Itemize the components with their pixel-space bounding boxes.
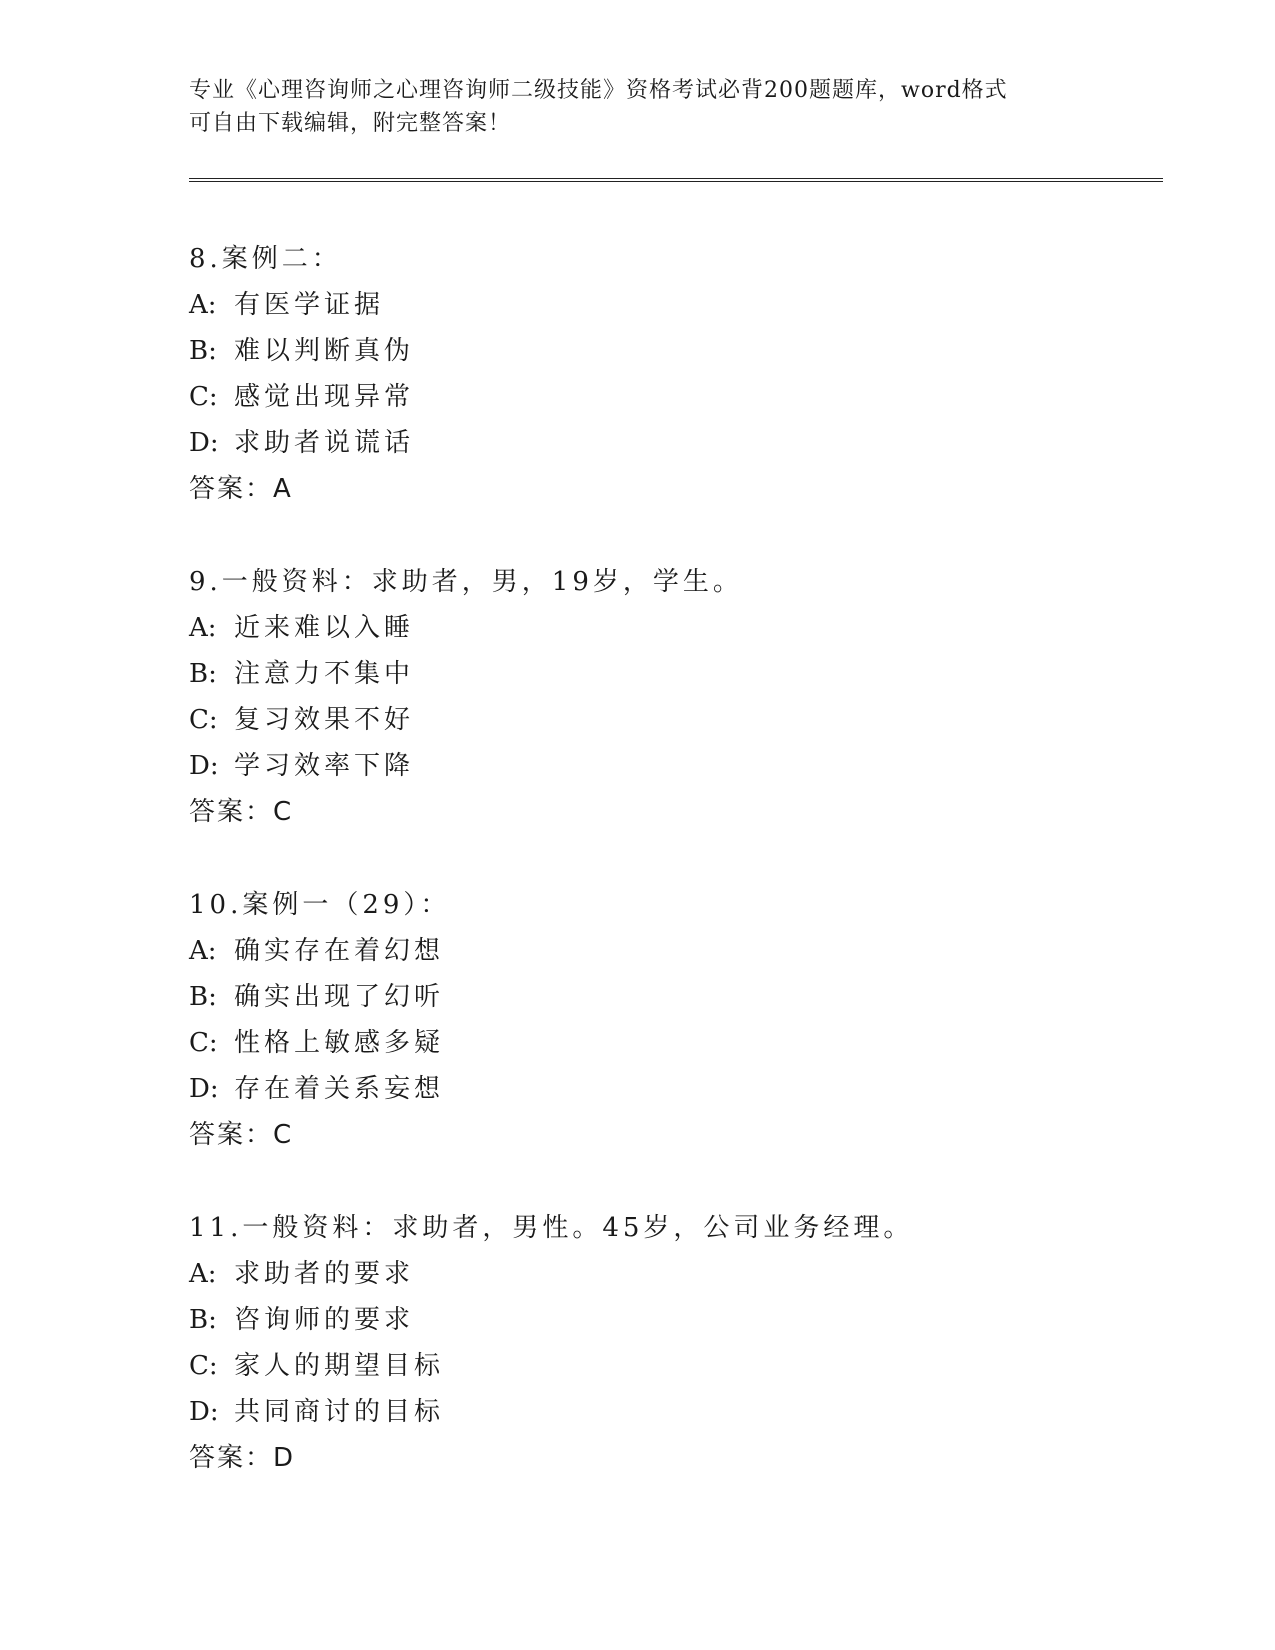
option-key: D:	[189, 751, 219, 781]
option-b	[189, 328, 1169, 374]
option-text: 共同商讨的目标	[234, 1397, 445, 1427]
option-key: A:	[189, 1259, 217, 1289]
question-stem: 10.案例一（29）：	[189, 890, 451, 920]
option-text: 注意力不集中	[234, 659, 415, 689]
option-d	[189, 420, 1169, 466]
option-key: C:	[189, 1028, 218, 1058]
question-10	[189, 882, 1169, 1158]
option-text: 性格上敏感多疑	[234, 1028, 445, 1058]
answer-line: 答案：C	[189, 1120, 294, 1150]
option-key: D:	[189, 1074, 219, 1104]
option-text: 求助者的要求	[234, 1259, 415, 1289]
option-text: 复习效果不好	[234, 705, 415, 735]
option-text: 咨询师的要求	[234, 1305, 415, 1335]
option-a	[189, 928, 1169, 974]
question-stem: 9.一般资料：求助者，男，19岁，学生。	[189, 567, 743, 597]
header-title-line-1: 专业《心理咨询师之心理咨询师二级技能》资格考试必背200题题库，word格式	[189, 78, 1008, 103]
question-11	[189, 1205, 1169, 1481]
question-list	[189, 236, 1169, 1528]
option-key: C:	[189, 382, 218, 412]
option-a	[189, 1251, 1169, 1297]
header-double-rule	[189, 178, 1163, 182]
option-text: 确实存在着幻想	[234, 936, 445, 966]
option-d	[189, 1066, 1169, 1112]
option-c	[189, 1020, 1169, 1066]
option-text: 难以判断真伪	[234, 336, 415, 366]
answer-line: 答案：D	[189, 1443, 296, 1473]
option-a	[189, 282, 1169, 328]
option-text: 存在着关系妄想	[234, 1074, 445, 1104]
option-key: A:	[189, 613, 217, 643]
question-8	[189, 236, 1169, 512]
answer-line: 答案：C	[189, 797, 294, 827]
option-b	[189, 1297, 1169, 1343]
option-text: 确实出现了幻听	[234, 982, 445, 1012]
option-text: 求助者说谎话	[234, 428, 415, 458]
option-key: B:	[189, 982, 217, 1012]
option-key: A:	[189, 936, 217, 966]
option-text: 家人的期望目标	[234, 1351, 445, 1381]
option-b	[189, 651, 1169, 697]
option-key: B:	[189, 336, 217, 366]
option-key: B:	[189, 659, 217, 689]
answer-line: 答案：A	[189, 474, 293, 504]
option-d	[189, 1389, 1169, 1435]
option-key: A:	[189, 290, 217, 320]
option-d	[189, 743, 1169, 789]
question-9	[189, 559, 1169, 835]
option-key: D:	[189, 428, 219, 458]
option-c	[189, 374, 1169, 420]
option-a	[189, 605, 1169, 651]
option-key: B:	[189, 1305, 217, 1335]
option-key: D:	[189, 1397, 219, 1427]
document-header	[189, 74, 1089, 140]
option-c	[189, 697, 1169, 743]
header-title-line-2: 可自由下载编辑，附完整答案！	[189, 111, 512, 136]
option-text: 有医学证据	[234, 290, 385, 320]
option-b	[189, 974, 1169, 1020]
question-stem: 11.一般资料：求助者，男性。45岁，公司业务经理。	[189, 1213, 914, 1243]
option-text: 感觉出现异常	[234, 382, 415, 412]
option-text: 近来难以入睡	[234, 613, 415, 643]
option-key: C:	[189, 1351, 218, 1381]
option-key: C:	[189, 705, 218, 735]
question-stem: 8.案例二：	[189, 244, 342, 274]
option-c	[189, 1343, 1169, 1389]
option-text: 学习效率下降	[234, 751, 415, 781]
